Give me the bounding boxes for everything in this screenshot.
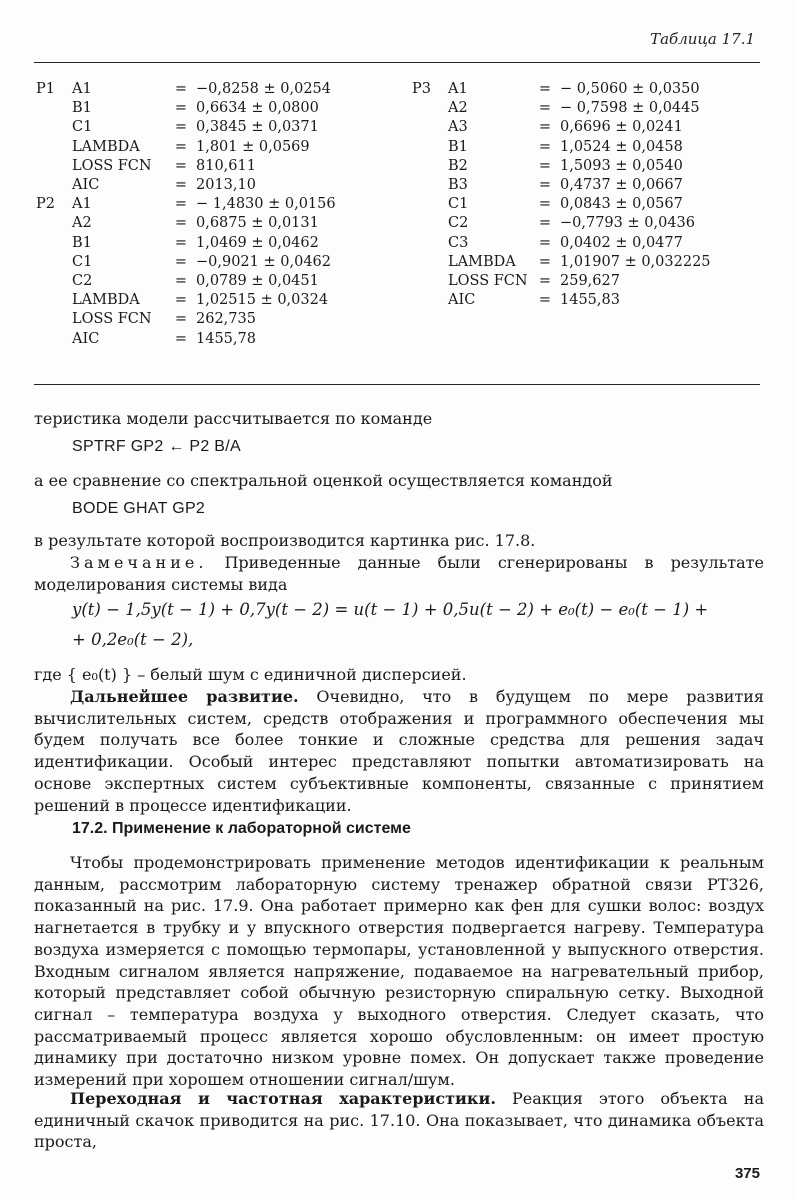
table-param-name: A2 xyxy=(72,215,92,232)
table-group-label: P1 xyxy=(36,81,55,97)
table-caption: Таблица 17.1 xyxy=(650,30,755,48)
paragraph-intro: теристика модели рассчитывается по команде xyxy=(34,409,433,428)
paragraph-development xyxy=(34,686,764,816)
table-param-value: 2013,10 xyxy=(196,177,256,193)
table-bottom-rule xyxy=(34,384,760,385)
paragraph-result: в результате которой воспроизводится картинка рис. 17.8. xyxy=(34,531,536,550)
table-param-value: −0,9021 ± 0,0462 xyxy=(196,253,331,270)
table-param-name: A1 xyxy=(72,81,92,97)
table-equals-sign: = xyxy=(538,100,552,117)
table-equals-sign: = xyxy=(174,100,188,117)
table-equals-sign: = xyxy=(174,157,188,174)
table-param-value: 259,627 xyxy=(560,273,620,289)
table-equals-sign: = xyxy=(174,330,188,347)
table-equals-sign: = xyxy=(174,81,188,97)
table-param-name: B1 xyxy=(448,138,468,155)
table-equals-sign: = xyxy=(174,253,188,270)
table-param-value: 1455,78 xyxy=(196,330,256,347)
table-equals-sign: = xyxy=(538,81,552,97)
table-param-name: A2 xyxy=(448,100,468,117)
table-param-value: 1,801 ± 0,0569 xyxy=(196,138,310,155)
paragraph-frequency xyxy=(34,1088,764,1153)
paragraph-note xyxy=(34,552,764,595)
table-equals-sign: = xyxy=(538,196,552,213)
frequency-text: Реакция этого объекта на единичный скачок приводится на рис. 17.10. Она показывает, что динамика объекта проста, xyxy=(34,1089,764,1152)
table-param-name: B2 xyxy=(448,157,468,174)
table-equals-sign: = xyxy=(174,215,188,232)
table-equals-sign: = xyxy=(174,177,188,193)
table-equals-sign: = xyxy=(174,234,188,251)
table-equals-sign: = xyxy=(538,234,552,251)
note-label: Замечание. xyxy=(70,553,208,572)
table-param-value: 0,6875 ± 0,0131 xyxy=(196,215,319,232)
table-equals-sign: = xyxy=(538,273,552,289)
table-param-value: − 0,5060 ± 0,0350 xyxy=(560,81,700,97)
table-param-name: B1 xyxy=(72,100,92,117)
table-param-value: 0,6696 ± 0,0241 xyxy=(560,119,683,136)
paragraph-lab-system xyxy=(34,852,764,1091)
table-equals-sign: = xyxy=(174,138,188,155)
table-param-name: A1 xyxy=(448,81,468,97)
table-param-value: 1455,83 xyxy=(560,292,620,309)
table-group-label: P2 xyxy=(36,196,55,213)
table-param-name: C1 xyxy=(72,253,93,270)
table-param-name: LAMBDA xyxy=(448,253,516,270)
formula-line-2: + 0,2e₀(t − 2), xyxy=(72,630,194,649)
table-equals-sign: = xyxy=(174,119,188,136)
development-text: Очевидно, что в будущем по мере развития вычислительных систем, средств отображения и программного обеспечения мы будем получать все более тонкие и сложные средства для решения задач идентификации. Особый интерес представляют попытки автоматизировать на основе экспертных систем субъективные компоненты, связанные с принятием решений в процессе идентификации. xyxy=(34,687,764,815)
table-equals-sign: = xyxy=(538,292,552,309)
command-sptrf: SPTRF GP2 ← P2 B/A xyxy=(72,438,242,455)
table-param-value: 262,735 xyxy=(196,311,256,328)
formula-line-1: y(t) − 1,5y(t − 1) + 0,7y(t − 2) = u(t − 1) + 0,5u(t − 2) + e₀(t) − e₀(t − 1) + xyxy=(72,600,709,619)
table-equals-sign: = xyxy=(538,177,552,193)
table-param-name: C1 xyxy=(72,119,93,136)
table-param-value: 1,0524 ± 0,0458 xyxy=(560,138,683,155)
lab-system-text: Чтобы продемонстрировать применение методов идентификации к реальным данным, рассмотрим лабораторную систему тренажер обратной связи PT326, показанный на рис. 17.9. Она работает примерно как фен для сушки волос: воздух нагнетается в трубку и у впускного отверстия подвергается нагреву. Температура воздуха измеряется с помощью термопары, установленной у выпускного отверстия. Входным сигналом является напряжение, подаваемое на нагревательный прибор, который представляет собой обычную резисторную спиральную сетку. Выходной сигнал – температура воздуха у выходного отверстия. Следует сказать, что рассматриваемый процесс является хорошо обусловленным: он имеет простую динамику при достаточно низком уровне помех. Он допускает также проведение измерений при хорошем отношении сигнал/шум. xyxy=(34,853,764,1090)
table-param-name: LAMBDA xyxy=(72,292,140,309)
table-equals-sign: = xyxy=(174,292,188,309)
paragraph-noise: где { e₀(t) } – белый шум с единичной дисперсией. xyxy=(34,665,467,684)
note-text: Приведенные данные были сгенерированы в результате моделирования системы вида xyxy=(34,553,764,594)
table-equals-sign: = xyxy=(174,311,188,328)
table-param-name: A1 xyxy=(72,196,92,213)
table-param-name: LOSS FCN xyxy=(72,157,152,174)
section-heading: 17.2. Применение к лабораторной системе xyxy=(72,820,411,837)
table-param-value: 810,611 xyxy=(196,157,256,174)
table-param-name: C1 xyxy=(448,196,469,213)
table-param-value: − 1,4830 ± 0,0156 xyxy=(196,196,336,213)
table-param-value: − 0,7598 ± 0,0445 xyxy=(560,100,700,117)
table-param-value: 1,0469 ± 0,0462 xyxy=(196,234,319,251)
table-param-name: A3 xyxy=(448,119,468,136)
table-equals-sign: = xyxy=(538,119,552,136)
table-param-value: −0,8258 ± 0,0254 xyxy=(196,81,331,97)
table-param-value: −0,7793 ± 0,0436 xyxy=(560,215,695,232)
command-bode: BODE GHAT GP2 xyxy=(72,500,206,517)
table-param-value: 0,3845 ± 0,0371 xyxy=(196,119,319,136)
table-param-name: C2 xyxy=(448,215,469,232)
table-param-value: 1,5093 ± 0,0540 xyxy=(560,157,683,174)
table-param-name: AIC xyxy=(72,177,100,193)
table-equals-sign: = xyxy=(538,138,552,155)
table-param-value: 0,4737 ± 0,0667 xyxy=(560,177,683,193)
table-equals-sign: = xyxy=(174,196,188,213)
table-param-name: B3 xyxy=(448,177,468,193)
table-equals-sign: = xyxy=(538,215,552,232)
table-param-value: 0,6634 ± 0,0800 xyxy=(196,100,319,117)
table-param-name: LOSS FCN xyxy=(72,311,152,328)
table-param-value: 0,0843 ± 0,0567 xyxy=(560,196,683,213)
table-param-name: C3 xyxy=(448,234,469,251)
table-equals-sign: = xyxy=(174,273,188,289)
table-param-name: AIC xyxy=(448,292,476,309)
table-top-rule xyxy=(34,62,760,63)
table-equals-sign: = xyxy=(538,253,552,270)
page-number: 375 xyxy=(734,1165,760,1182)
table-param-value: 0,0402 ± 0,0477 xyxy=(560,234,683,251)
table-group-label: P3 xyxy=(412,81,431,97)
paragraph-compare: а ее сравнение со спектральной оценкой осуществляется командой xyxy=(34,471,613,490)
table-param-value: 1,02515 ± 0,0324 xyxy=(196,292,329,309)
table-param-value: 1,01907 ± 0,032225 xyxy=(560,253,711,270)
table-param-name: AIC xyxy=(72,330,100,347)
table-equals-sign: = xyxy=(538,157,552,174)
frequency-label: Переходная и частотная характеристики. xyxy=(70,1089,496,1108)
table-param-name: LAMBDA xyxy=(72,138,140,155)
table-param-name: LOSS FCN xyxy=(448,273,528,289)
development-label: Дальнейшее развитие. xyxy=(70,687,299,706)
table-param-value: 0,0789 ± 0,0451 xyxy=(196,273,319,289)
table-param-name: C2 xyxy=(72,273,93,289)
table-param-name: B1 xyxy=(72,234,92,251)
